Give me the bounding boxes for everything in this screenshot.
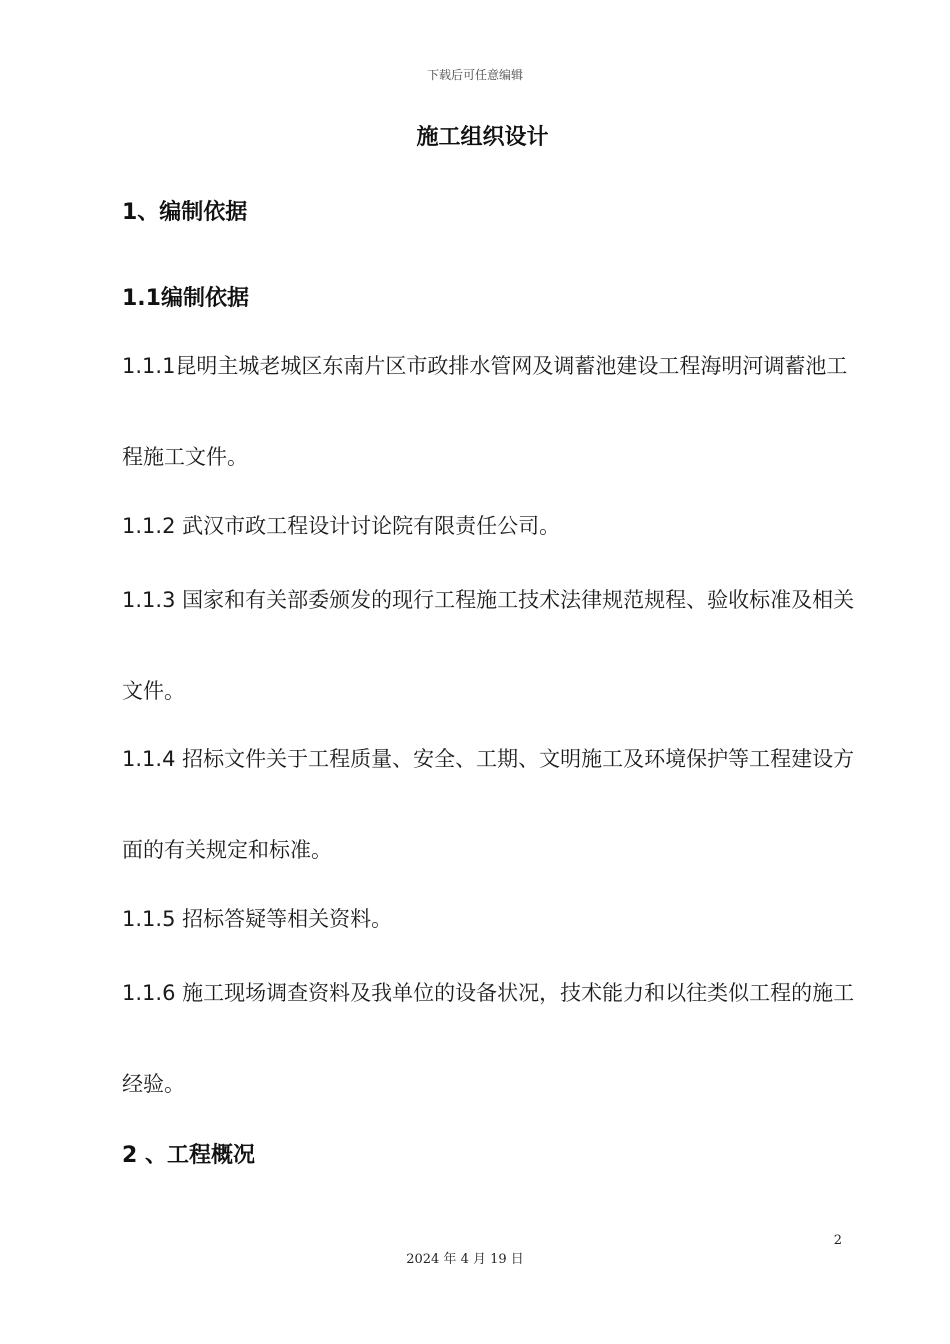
header-note: 下载后可任意编辑 <box>426 68 523 82</box>
paragraph-1-1-2: 1.1.2 武汉市政工程设计讨论院有限责任公司。 <box>122 514 561 538</box>
section-heading-1: 1、编制依据 <box>122 200 248 225</box>
section-heading-1-1: 1.1编制依据 <box>122 286 249 311</box>
section-heading-2: 2 、工程概况 <box>122 1143 255 1168</box>
paragraph-1-1-4: 1.1.4 招标文件关于工程质量、安全、工期、文明施工及环境保护等工程建设方面的有关规定和标准。 <box>122 747 855 862</box>
paragraph-1-1-3: 1.1.3 国家和有关部委颁发的现行工程施工技术法律规范规程、验收标准及相关文件。 <box>122 588 855 703</box>
document-title: 施工组织设计 <box>416 125 549 150</box>
paragraph-1-1-1: 1.1.1昆明主城老城区东南片区市政排水管网及调蓄池建设工程海明河调蓄池工程施工文件。 <box>122 354 848 469</box>
page-number: 2 <box>833 1233 842 1248</box>
paragraph-1-1-6: 1.1.6 施工现场调查资料及我单位的设备状况，技术能力和以往类似工程的施工经验。 <box>122 981 855 1096</box>
paragraph-1-1-5: 1.1.5 招标答疑等相关资料。 <box>122 907 393 931</box>
footer-date: 2024 年 4 月 19 日 <box>406 1252 524 1267</box>
